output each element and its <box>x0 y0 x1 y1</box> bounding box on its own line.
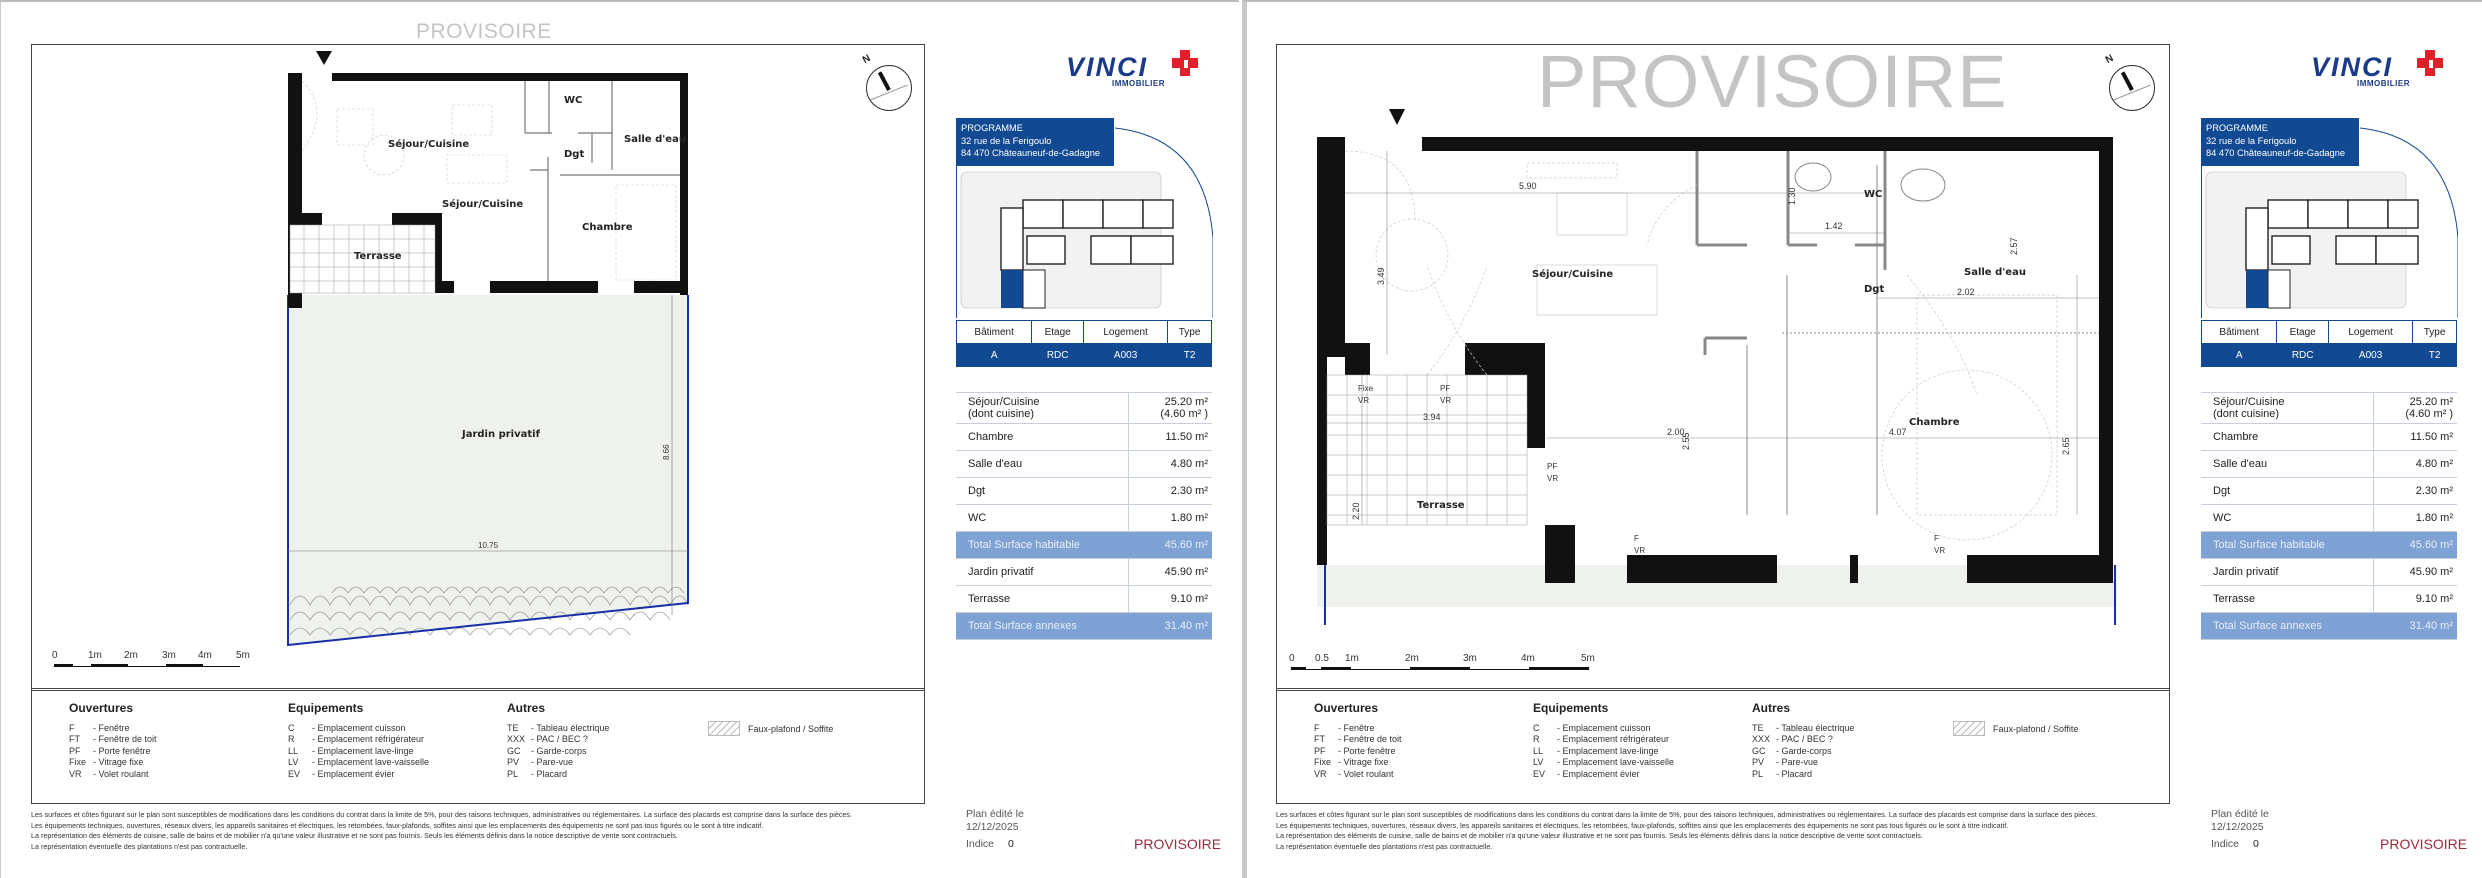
disclaimer: Les surfaces et côtes figurant sur le plan sont susceptibles de modifications dans les conditions du contrat dans la limite de 5%, pour des raisons techniques, administratives ou réglementaires. La surface des placards est comprise dans la surface des pièces. Les équipements techniques, ouvertures, réseaux divers, les appareils sanitaires et électriques, les retombées, faux-plafonds, soffites ainsi que les emplacements des équipements ne sont pas tous figurés ou le sont à titre indicatif. La représentation des éléments de cuisine, salle de bains et de mobilier n'a qu'une valeur illustrative et ne sont pas fournis. Seuls les éléments définis dans la notice descriptive de vente sont contractuels. La représentation éventuelle des plantations n'est pas contractuelle. <box>1276 810 2098 851</box>
svg-text:5.90: 5.90 <box>1519 181 1537 191</box>
table-row: Terrasse 9.10 m² <box>956 586 1212 613</box>
table-row: Salle d'eau 4.80 m² <box>2201 451 2457 478</box>
scale-bar: 0 1m 2m 3m 4m 5m <box>52 650 252 667</box>
svg-text:2.20: 2.20 <box>1351 502 1361 520</box>
legend-autres: Autres TE - Tableau électrique XXX - PAC / BEC ? GC - Garde-corps PV - Pare-vue PL - Placard <box>507 701 610 779</box>
room-label: Terrasse <box>354 251 402 262</box>
total-annexes-row: Total Surface annexes 31.40 m² <box>2201 613 2457 640</box>
plan-frame <box>31 44 925 691</box>
legend-faux-plafond: Faux-plafond / Soffite <box>1953 721 2078 736</box>
svg-text:F: F <box>1934 534 1939 543</box>
room-label: Dgt <box>1864 284 1885 295</box>
plan-page-detail <box>1242 0 2482 878</box>
svg-text:2.55: 2.55 <box>1681 432 1691 450</box>
surface-table <box>2201 392 2457 640</box>
north-compass-icon: N <box>866 65 912 111</box>
table-row: Terrasse 9.10 m² <box>2201 586 2457 613</box>
total-habitable-row: Total Surface habitable 45.60 m² <box>2201 532 2457 559</box>
legend-faux-plafond: Faux-plafond / Soffite <box>708 721 833 736</box>
plan-page-overview <box>0 0 1239 878</box>
vinci-cross-icon <box>2415 48 2447 80</box>
hatch-swatch-icon <box>1953 721 1985 736</box>
floor-plan-detail <box>1277 45 2169 690</box>
table-row: Salle d'eau 4.80 m² <box>956 451 1212 478</box>
indice: Indice 0 <box>2211 838 2259 850</box>
svg-text:3.49: 3.49 <box>1376 267 1386 285</box>
legend-equipements: Equipements C - Emplacement cuisson R - Emplacement réfrigérateur LL - Emplacement lave-linge LV - Emplacement lave-vaisselle EV - Emplacement évier <box>1533 701 1675 779</box>
table-row: Séjour/Cuisine (dont cuisine) 25.20 m² (4.60 m² ) <box>956 393 1212 424</box>
hatch-swatch-icon <box>708 721 740 736</box>
table-row: Dgt 2.30 m² <box>956 478 1212 505</box>
table-row: WC 1.80 m² <box>2201 505 2457 532</box>
svg-text:VR: VR <box>1358 396 1370 405</box>
provisoire-watermark: PROVISOIRE <box>1537 40 2008 123</box>
lot-info-table: Bâtiment Etage Logement Type A RDC A003 T2 <box>2201 320 2457 367</box>
floor-plan-overview <box>32 45 924 690</box>
svg-text:PF: PF <box>1440 384 1451 393</box>
vinci-logo: VINCI IMMOBILIER <box>1062 44 1212 90</box>
table-row: Séjour/Cuisine (dont cuisine) 25.20 m² (4.60 m² ) <box>2201 393 2457 424</box>
plan-edit-date: Plan édité le 12/12/2025 <box>966 808 1024 833</box>
table-row: Dgt 2.30 m² <box>2201 478 2457 505</box>
room-label: WC <box>564 95 583 106</box>
svg-text:PF: PF <box>1547 462 1558 471</box>
scale-bar: 0 0.5 1m 2m 3m 4m 5m <box>1289 653 1599 670</box>
status-provisoire: PROVISOIRE <box>1134 836 1222 852</box>
table-row: Chambre 11.50 m² <box>956 424 1212 451</box>
svg-text:1.42: 1.42 <box>1825 221 1843 231</box>
legend-ouvertures: Ouvertures F - Fenêtre FT - Fenêtre de toit PF - Porte fenêtre Fixe - Vitrage fixe VR - Volet roulant <box>1314 701 1402 779</box>
room-label: Séjour/Cuisine <box>388 139 470 150</box>
room-label: Terrasse <box>1417 500 1465 511</box>
svg-text:3.94: 3.94 <box>1423 412 1441 422</box>
svg-text:2.57: 2.57 <box>2009 237 2019 255</box>
plan-frame <box>1276 40 2170 691</box>
programme-block <box>2201 118 2457 318</box>
room-label: Chambre <box>1909 417 1960 428</box>
table-row: Jardin privatif 45.90 m² <box>956 559 1212 586</box>
status-provisoire: PROVISOIRE <box>2380 836 2468 852</box>
provisoire-watermark: PROVISOIRE <box>416 20 552 43</box>
table-row: WC 1.80 m² <box>956 505 1212 532</box>
room-label: Chambre <box>582 222 633 233</box>
svg-text:1.30: 1.30 <box>1787 187 1797 205</box>
lot-info-table: Bâtiment Etage Logement Type A RDC A003 T2 <box>956 320 1212 367</box>
room-label: Séjour/Cuisine <box>442 199 524 210</box>
vinci-logo: VINCI IMMOBILIER <box>2307 44 2457 90</box>
svg-text:VR: VR <box>1634 546 1646 555</box>
svg-text:2.02: 2.02 <box>1957 287 1975 297</box>
indice: Indice 0 <box>966 838 1014 850</box>
legend-ouvertures: Ouvertures F - Fenêtre FT - Fenêtre de toit PF - Porte fenêtre Fixe - Vitrage fixe VR - Volet roulant <box>69 701 157 779</box>
room-label: Jardin privatif <box>462 429 540 440</box>
svg-text:4.07: 4.07 <box>1889 427 1907 437</box>
room-label: Salle d'eau <box>624 134 686 145</box>
entrance-arrow-icon <box>316 51 332 65</box>
svg-text:2.00: 2.00 <box>1667 427 1685 437</box>
room-label: Salle d'eau <box>1964 267 2026 278</box>
surface-table <box>956 392 1212 640</box>
legend <box>31 688 925 804</box>
legend-equipements: Equipements C - Emplacement cuisson R - Emplacement réfrigérateur LL - Emplacement lave-linge LV - Emplacement lave-vaisselle EV - Emplacement évier <box>288 701 430 779</box>
svg-text:VR: VR <box>1547 474 1559 483</box>
total-annexes-row: Total Surface annexes 31.40 m² <box>956 613 1212 640</box>
disclaimer: Les surfaces et côtes figurant sur le plan sont susceptibles de modifications dans les conditions du contrat dans la limite de 5%, pour des raisons techniques, administratives ou réglementaires. La surface des placards est comprise dans la surface des pièces. Les équipements techniques, ouvertures, réseaux divers, les appareils sanitaires et électriques, les retombées, faux-plafonds, soffites ainsi que les emplacements des équipements ne sont pas tous figurés ou le sont à titre indicatif. La représentation des éléments de cuisine, salle de bains et de mobilier n'a qu'une valeur illustrative et ne sont pas fournis. Seuls les éléments définis dans la notice descriptive de vente sont contractuels. La représentation éventuelle des plantations n'est pas contractuelle. <box>31 810 853 851</box>
programme-block <box>956 118 1212 318</box>
legend <box>1276 688 2170 804</box>
north-compass-icon: N <box>2109 65 2155 111</box>
plan-edit-date: Plan édité le 12/12/2025 <box>2211 808 2269 833</box>
total-habitable-row: Total Surface habitable 45.60 m² <box>956 532 1212 559</box>
svg-text:8.66: 8.66 <box>662 444 671 460</box>
vinci-cross-icon <box>1170 48 1202 80</box>
svg-text:10.75: 10.75 <box>478 541 499 550</box>
table-row: Chambre 11.50 m² <box>2201 424 2457 451</box>
room-label: Dgt <box>564 149 585 160</box>
programme-header: PROGRAMME 32 rue de la Ferigoulo 84 470 Châteauneuf-de-Gadagne <box>956 118 1114 166</box>
svg-text:2.65: 2.65 <box>2061 437 2071 455</box>
entrance-arrow-icon <box>1389 109 1405 125</box>
legend-autres: Autres TE - Tableau électrique XXX - PAC / BEC ? GC - Garde-corps PV - Pare-vue PL - Placard <box>1752 701 1855 779</box>
room-label: WC <box>1864 189 1883 200</box>
table-row: Jardin privatif 45.90 m² <box>2201 559 2457 586</box>
programme-header: PROGRAMME 32 rue de la Ferigoulo 84 470 Châteauneuf-de-Gadagne <box>2201 118 2359 166</box>
svg-text:VR: VR <box>1440 396 1452 405</box>
svg-text:VR: VR <box>1934 546 1946 555</box>
svg-text:F: F <box>1634 534 1639 543</box>
svg-text:Fixe: Fixe <box>1358 384 1374 393</box>
room-label: Séjour/Cuisine <box>1532 269 1614 280</box>
